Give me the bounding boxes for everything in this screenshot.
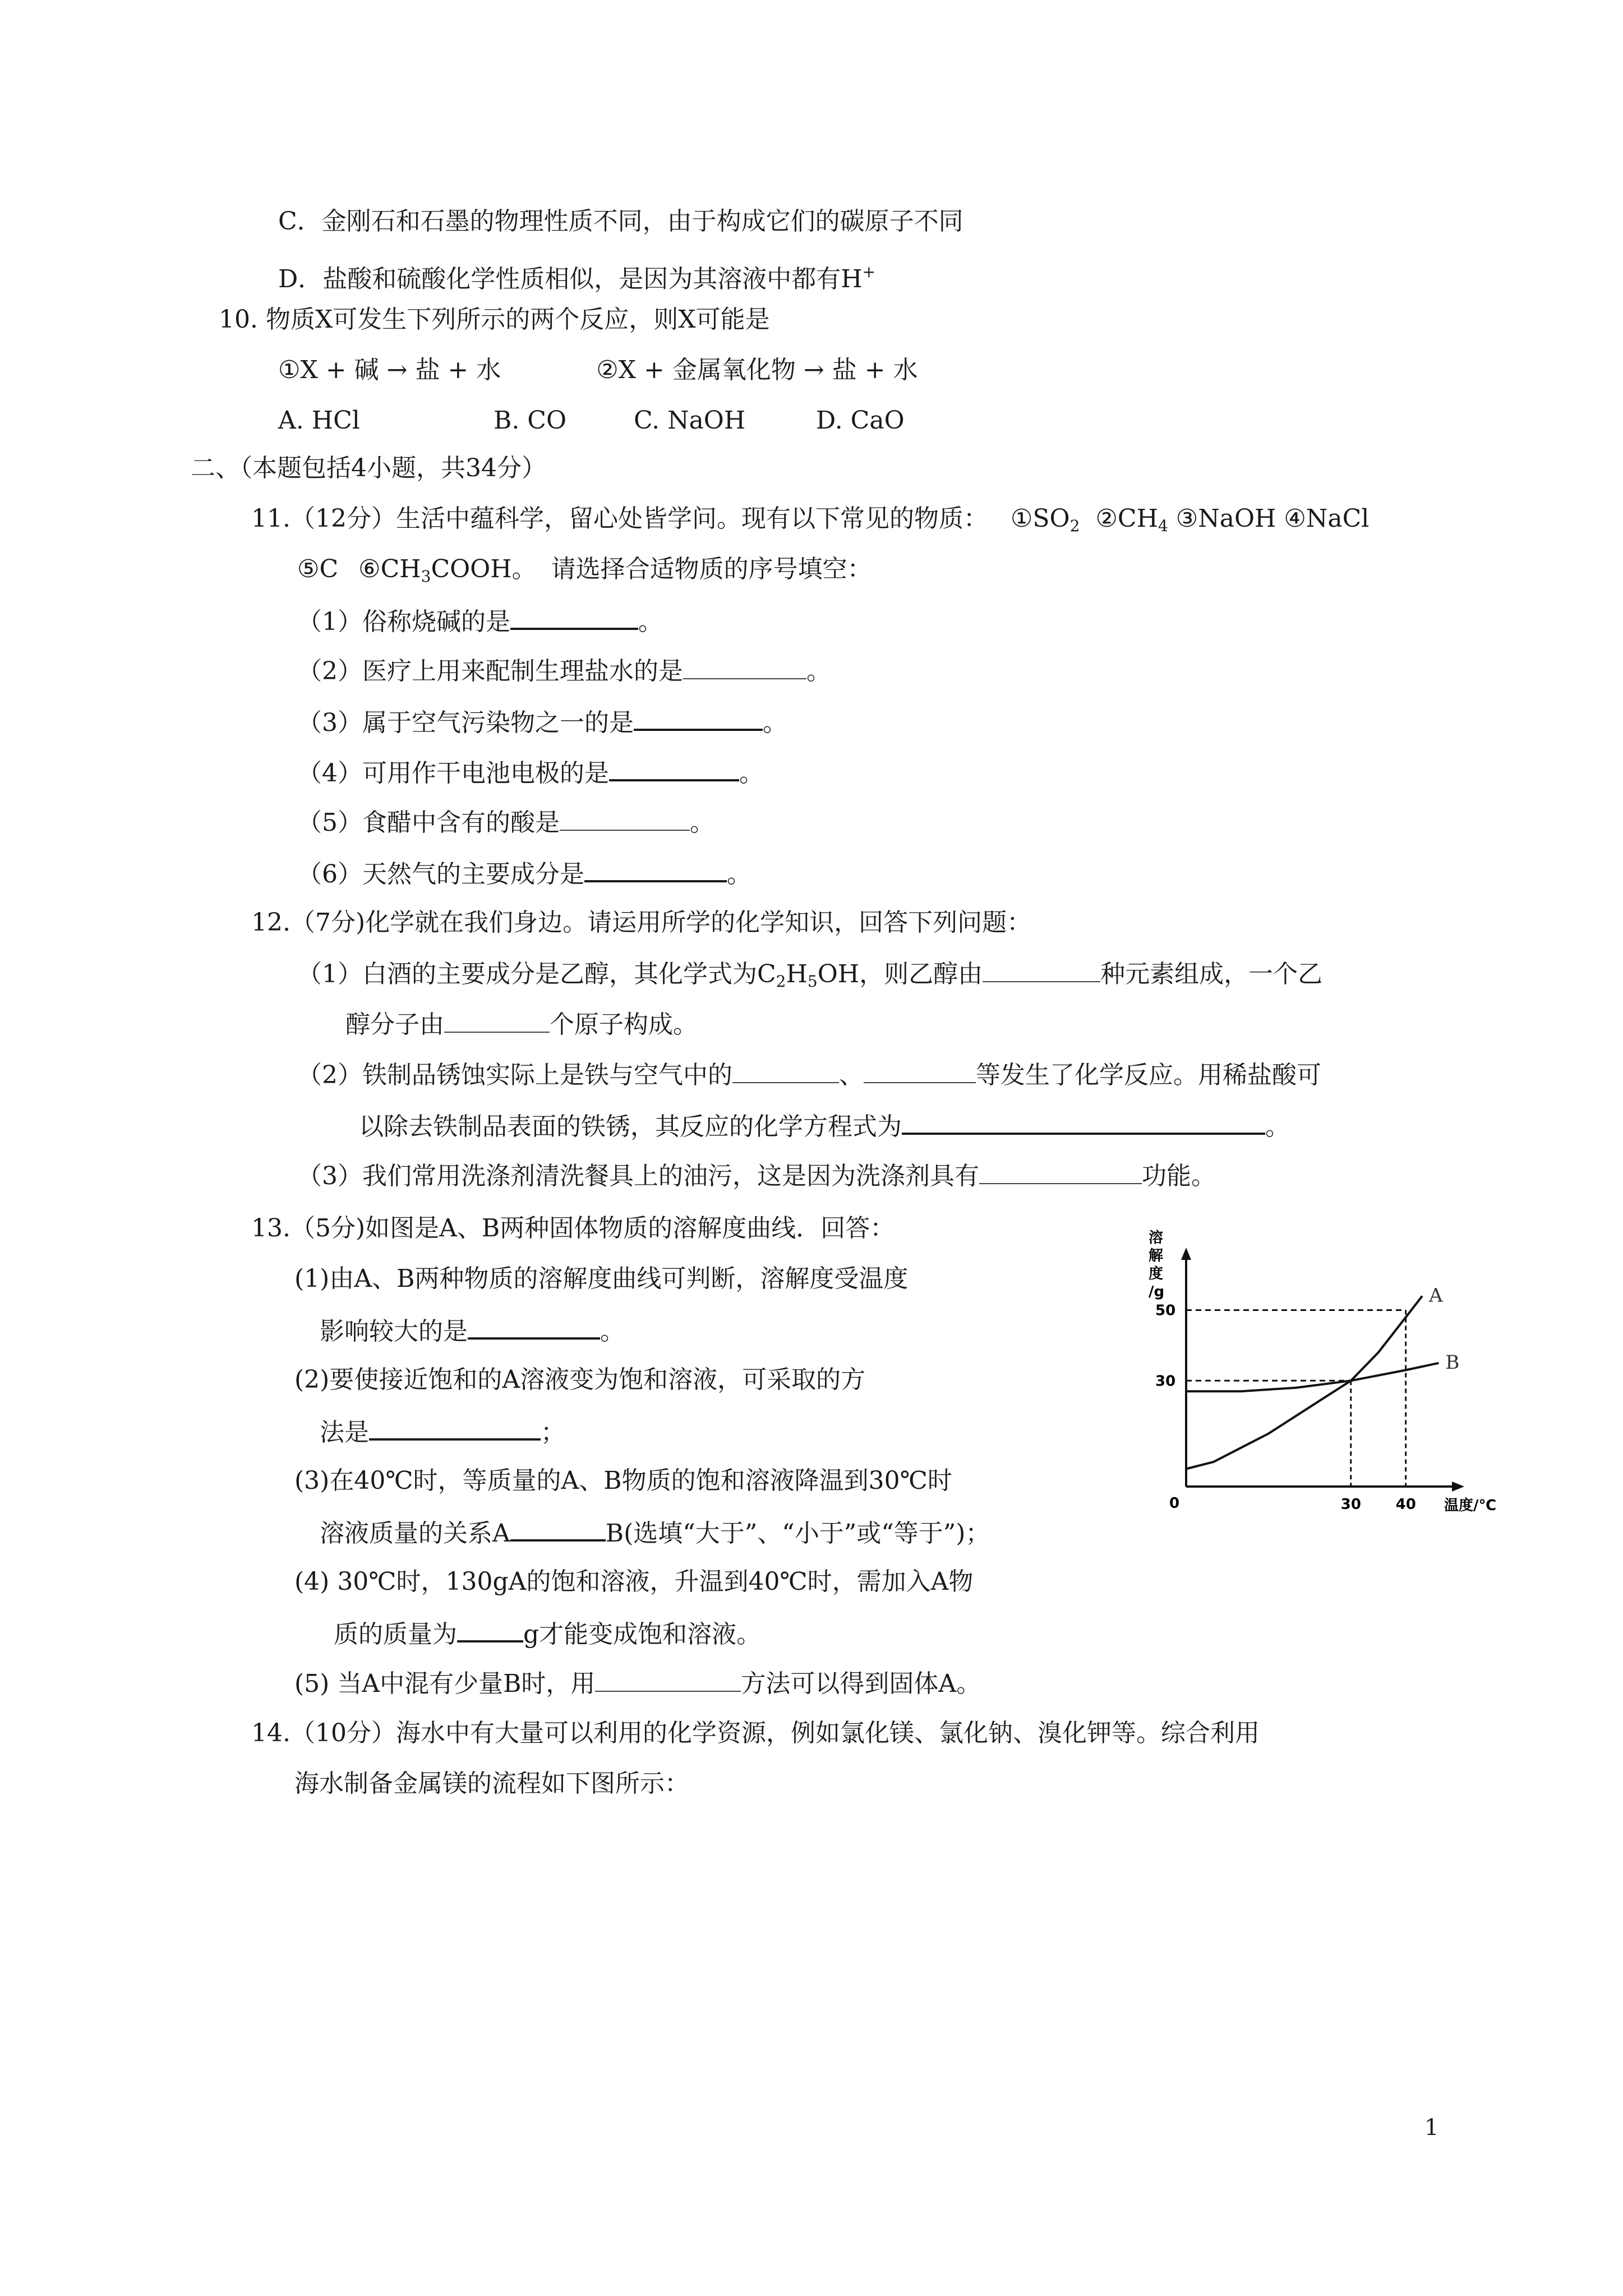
y-tick-label: 50 [1155,1302,1176,1319]
answer-blank[interactable] [634,704,763,731]
answer-blank[interactable] [510,603,638,630]
x-tick-label: 40 [1395,1496,1416,1513]
answer-blank[interactable] [584,855,727,882]
q12-part-3: （3）我们常用洗涤剂清洗餐具上的油污，这是因为洗涤剂具有 功能。 [297,1158,1216,1193]
q11-material-6: $⑥CH_3COOH$。 [358,555,537,586]
q10-option-d: D. CaO [816,406,905,435]
solubility-chart [1138,1228,1496,1520]
answer-blank[interactable] [864,1057,976,1083]
answer-blank[interactable] [732,1057,839,1083]
q13-part-3-cont: 溶液质量的关系A B(选填“大于”、“小于”或“等于”)； [320,1515,990,1550]
q12-part-1-cont: 醇分子由 个原子构成。 [345,1007,698,1042]
origin-label: 0 [1169,1495,1180,1512]
q9-option-c: C．金刚石和石墨的物理性质不同，由于构成它们的碳原子不同 [278,207,963,236]
q11-part-1: （1）俗称烧碱的是 。 [297,603,663,639]
q10-option-a: A. HCl [278,406,360,435]
answer-blank[interactable] [444,1007,550,1033]
q11-stem-text: 11.（12分）生活中蕴科学，留心处皆学问。现有以下常见的物质： [251,504,988,533]
answer-blank[interactable] [369,1414,541,1441]
q10-option-c: C. NaOH [634,406,746,435]
q11-instruction: 请选择合适物质的序号填空： [551,555,872,583]
answer-blank[interactable] [609,754,739,781]
q11-material-2: $②CH_4$ [1095,504,1168,535]
q11-material-4: ④NaCl [1284,504,1370,533]
q13-part-5: (5) 当A中混有少量B时，用 方法可以得到固体A。 [294,1666,981,1701]
x-axis-label: 温度/℃ [1444,1497,1496,1514]
q9-option-d-text: D．盐酸和硫酸化学性质相似，是因为其溶液中都有H [278,265,863,293]
q11-part-5: （5）食醋中含有的酸是 。 [297,805,714,840]
q10-option-b: B. CO [494,406,567,435]
q13-part-4-cont: 质的质量为 g才能变成饱和溶液。 [334,1616,761,1651]
x-tick-label: 30 [1340,1496,1361,1513]
answer-blank[interactable] [595,1666,741,1692]
q9-option-d [278,255,875,296]
q11-part-4: （4）可用作干电池电极的是 。 [297,754,764,790]
answer-blank[interactable] [683,654,806,679]
answer-blank[interactable] [468,1313,600,1340]
q10-reaction-1: ①X + 碱 → 盐 + 水 [278,356,501,384]
series-curve-A [1186,1296,1422,1469]
q12-part-2: （2）铁制品锈蚀实际上是铁与空气中的 、 等发生了化学反应。用稀盐酸可 [297,1057,1321,1092]
q11-material-5: ⑤C [297,555,339,583]
answer-blank[interactable] [983,956,1100,982]
q11-part-3: （3）属于空气污染物之一的是 。 [297,704,787,740]
q13-stem: 13.（5分)如图是A、B两种固体物质的溶解度曲线．回答： [251,1214,895,1243]
q10-stem: 10. 物质X可发生下列所示的两个反应，则X可能是 [219,305,770,334]
answer-blank[interactable] [979,1158,1142,1184]
answer-blank[interactable] [560,805,690,831]
q14-line-2: 海水制备金属镁的流程如下图所示： [294,1769,689,1798]
q13-part-2: (2)要使接近饱和的A溶液变为饱和溶液，可采取的方 [294,1365,866,1394]
x-axis-arrow [1452,1481,1464,1492]
y-axis-arrow [1181,1248,1191,1260]
q10-reactions [278,353,918,387]
q13-part-2-cont: 法是 ； [320,1414,565,1450]
q11-material-1: $①SO_2$ [1010,504,1080,535]
q10-reaction-2: ②X + 金属氧化物 → 盐 + 水 [596,356,918,384]
q11-stem-line2 [297,553,872,593]
series-curve-B [1186,1363,1438,1391]
q12-part-1: （1）白酒的主要成分是乙醇，其化学式为$C_2H_5OH$，则乙醇由 种元素组成，一个乙 [297,956,1322,999]
h-plus-superscript: + [862,263,876,281]
q11-stem [251,502,1369,543]
answer-blank[interactable] [510,1515,606,1542]
answer-blank[interactable] [457,1616,523,1642]
q13-part-1-cont: 影响较大的是 。 [320,1313,625,1349]
y-tick-label: 30 [1155,1373,1176,1390]
y-axis-label: 溶解度/g [1149,1230,1165,1300]
answer-blank[interactable] [902,1108,1265,1135]
q11-part-2: （2）医疗上用来配制生理盐水的是 。 [297,654,831,688]
q12-stem: 12.（7分)化学就在我们身边。请运用所学的化学知识，回答下列问题： [251,908,1032,937]
q11-material-3: ③NaOH [1175,504,1276,533]
q13-part-1: (1)由A、B两种物质的溶解度曲线可判断，溶解度受温度 [294,1264,909,1293]
page-number: 1 [1424,2115,1439,2141]
section-2-heading: 二、（本题包括4小题，共34分） [191,454,546,482]
series-label-A: A [1429,1284,1443,1307]
series-label-B: B [1445,1351,1460,1374]
q12-part-2-cont: 以除去铁制品表面的铁锈，其反应的化学方程式为 。 [359,1108,1290,1144]
q11-part-6: （6）天然气的主要成分是 。 [297,855,751,891]
q13-part-4: (4) 30℃时，130gA的饱和溶液，升温到40℃时，需加入A物 [294,1567,974,1596]
q14-line-1: 14.（10分）海水中有大量可以利用的化学资源，例如氯化镁、氯化钠、溴化钾等。综合利用 [251,1719,1260,1747]
q13-part-3: (3)在40℃时，等质量的A、B物质的饱和溶液降温到30℃时 [294,1466,952,1495]
